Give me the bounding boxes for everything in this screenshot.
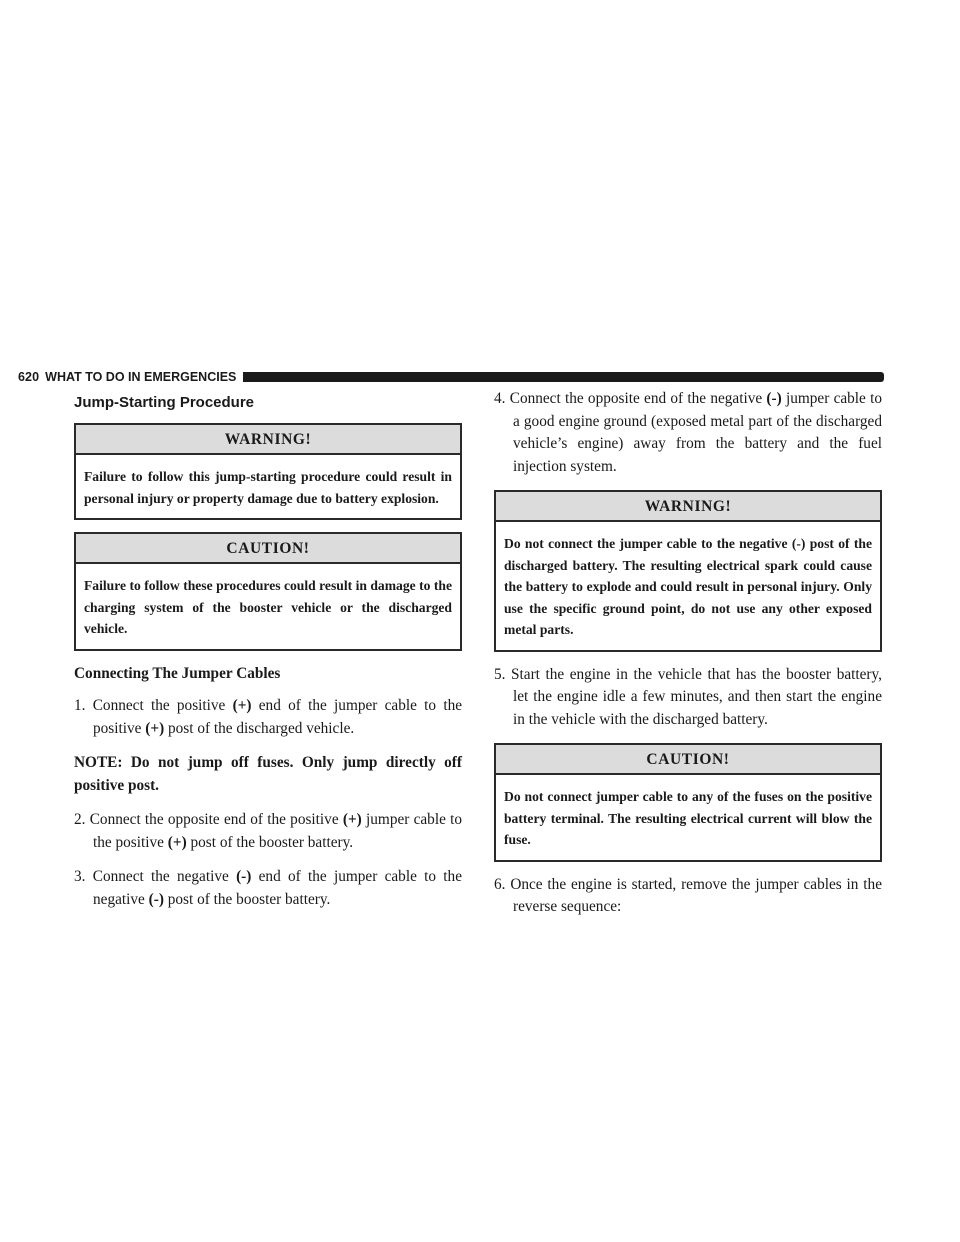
warning-box [494,490,882,652]
caution-text: Failure to follow these procedures could result in damage to the charging system of the booster vehicle or the discharged vehicle. [84,578,452,636]
right-column [494,388,882,931]
section-title: WHAT TO DO IN EMERGENCIES [45,370,237,384]
section-heading: Jump-Starting Procedure [74,394,255,411]
warning-text: Do not connect the jumper cable to the negative (-) post of the discharged battery. The resulting electrical spark could cause the battery to explode and could result in personal injury. Only use the specific ground point, do not use any other exposed metal parts. [504,536,872,637]
subheading: Connecting The Jumper Cables [74,664,281,682]
step-2: 2. Connect the opposite end of the positive (+) jumper cable to the positive (+) post of the booster battery. [74,811,463,851]
caution-box [74,532,462,651]
step-5: 5. Start the engine in the vehicle that has the booster battery, let the engine idle a few minutes, and then start the engine in the vehicle with the discharged battery. [494,665,882,728]
warning-box [74,423,462,520]
page-header [18,369,884,385]
page-number: 620 [18,370,40,384]
header-rule [243,372,884,382]
warning-text: Failure to follow this jump-starting procedure could result in personal injury or property damage due to battery explosion. [84,469,452,506]
note: NOTE: Do not jump off fuses. Only jump directly off positive post. [74,754,462,794]
left-column [74,388,462,923]
step-4: 4. Connect the opposite end of the negative (-) jumper cable to a good engine ground (exposed metal part of the discharged vehicle’s engine) away from the battery and the fuel injection system. [494,390,883,475]
caution-box [494,743,882,862]
warning-title: WARNING! [76,425,460,455]
caution-title: CAUTION! [76,534,460,564]
caution-title: CAUTION! [496,745,880,775]
step-1: 1. Connect the positive (+) end of the jumper cable to the positive (+) post of the discharged vehicle. [74,697,463,737]
caution-text: Do not connect jumper cable to any of the fuses on the positive battery terminal. The resulting electrical current will blow the fuse. [504,789,872,847]
warning-title: WARNING! [496,492,880,522]
step-6: 6. Once the engine is started, remove the jumper cables in the reverse sequence: [494,875,882,915]
step-3: 3. Connect the negative (-) end of the jumper cable to the negative (-) post of the booster battery. [74,868,462,908]
